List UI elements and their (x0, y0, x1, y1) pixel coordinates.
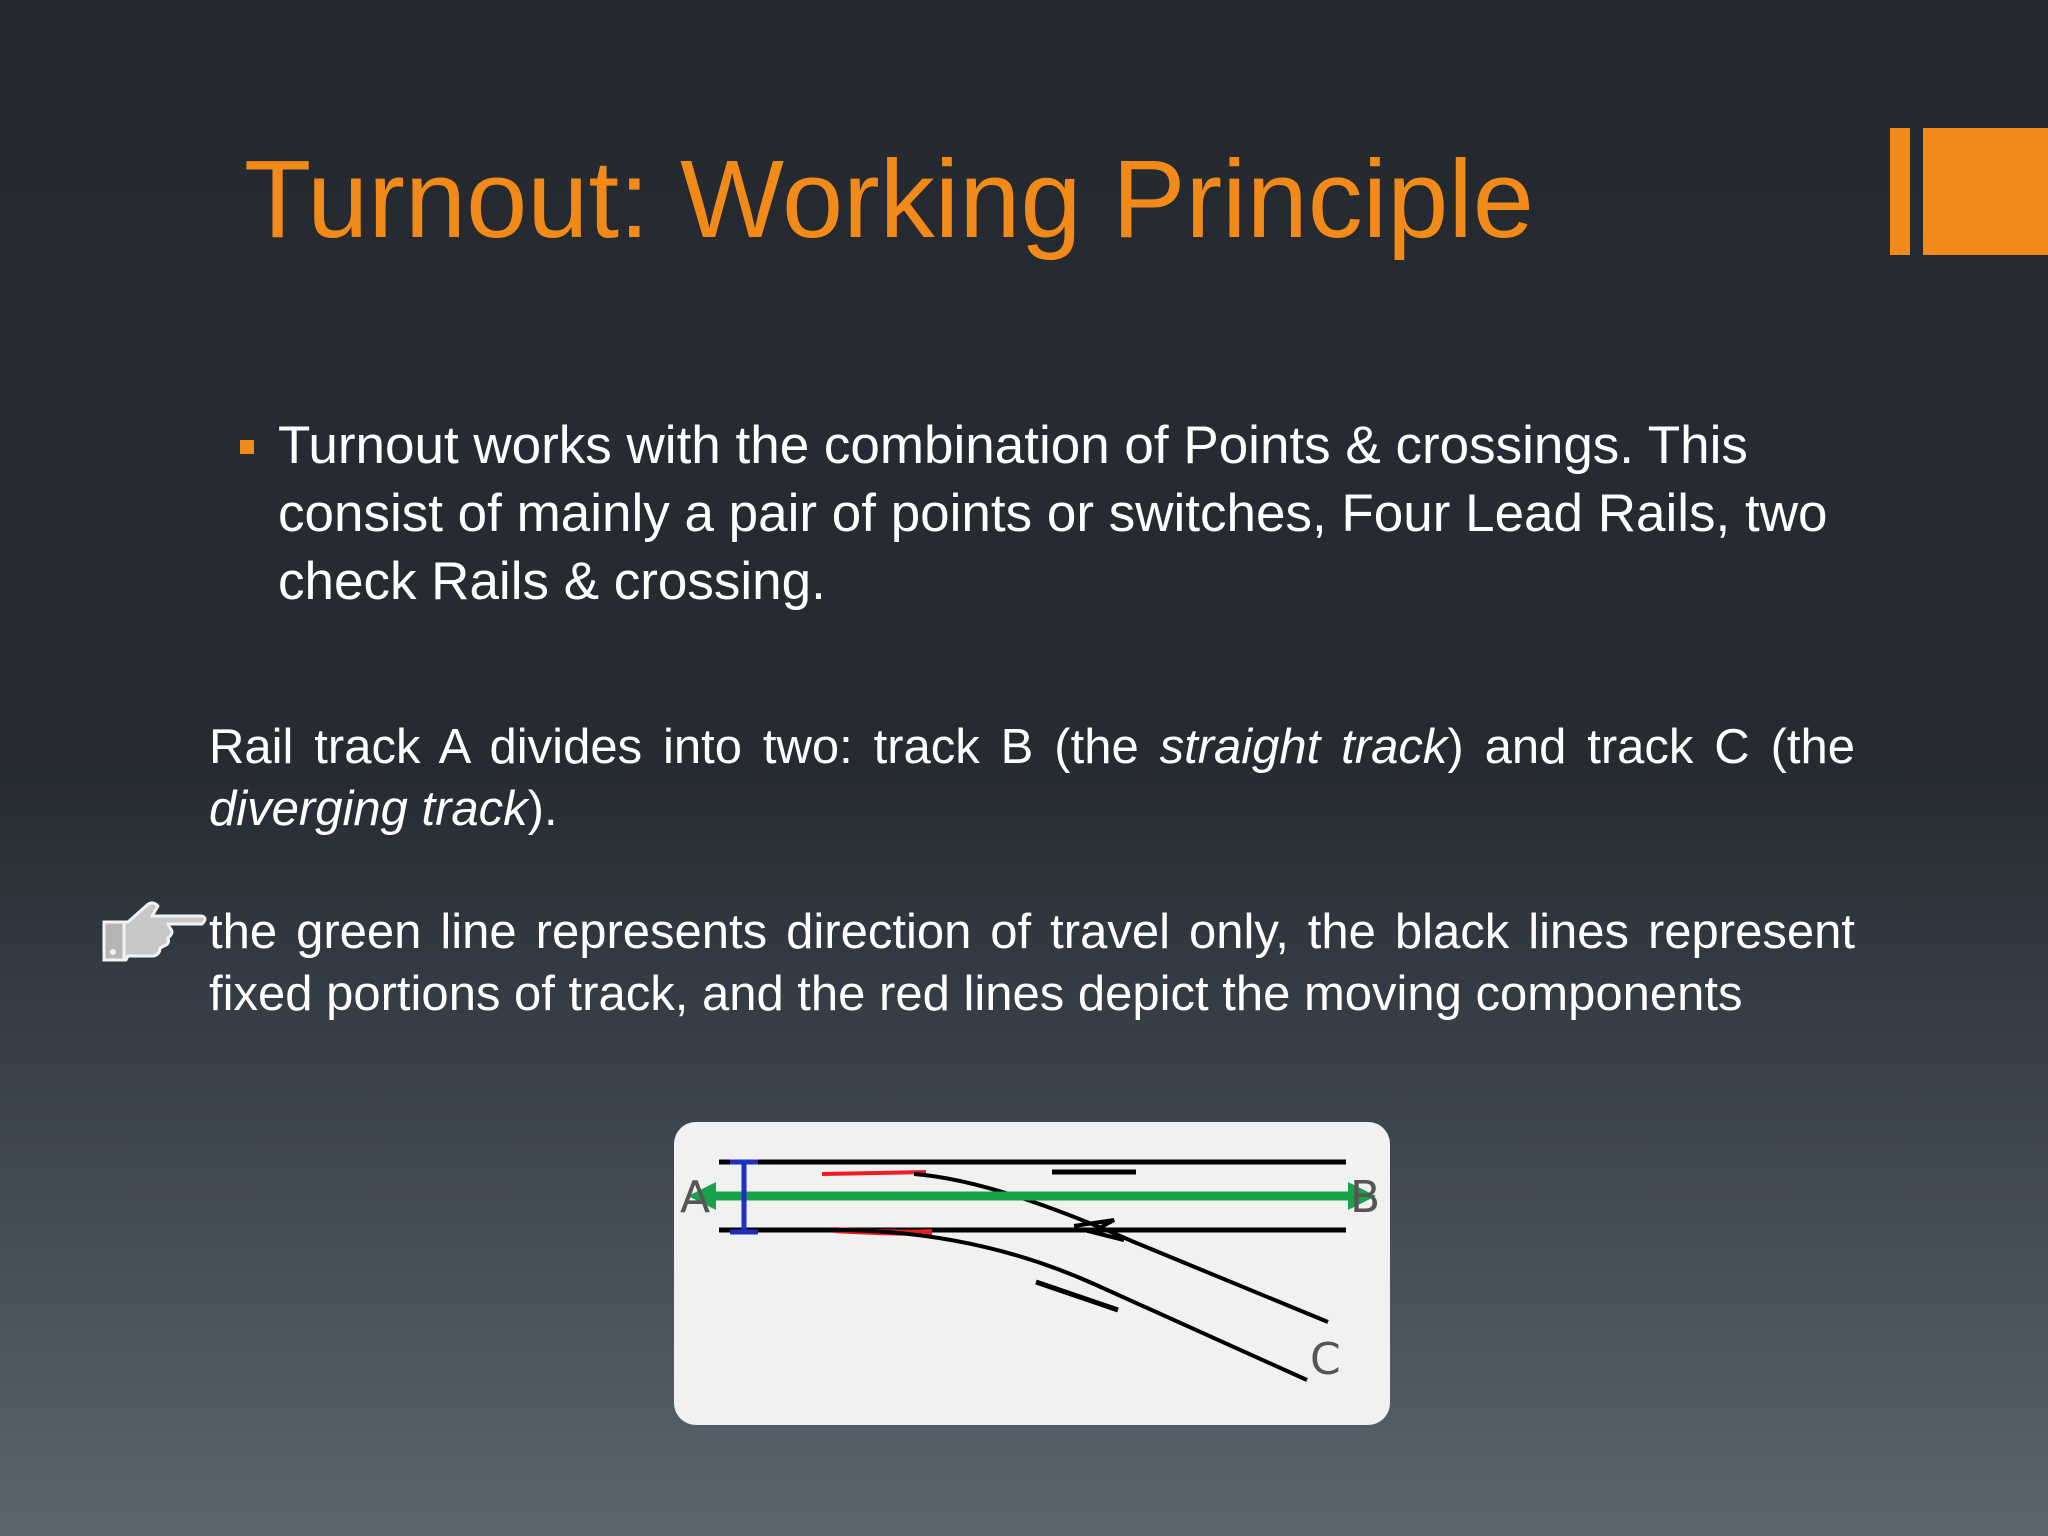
square-bullet-icon (240, 440, 254, 454)
turnout-diagram (674, 1122, 1390, 1425)
bullet-text: Turnout works with the combination of Points & crossings. This consist of mainly a pair of points or switches, Four Lead Rails, two check Rails & crossing. (278, 416, 1828, 611)
diverging-rail-outer (834, 1230, 1307, 1380)
switch-blade-top (822, 1172, 926, 1174)
paragraph-1-text-c: ). (527, 782, 558, 836)
label-a: A (680, 1172, 711, 1223)
slide-title: Turnout: Working Principle (244, 138, 1534, 261)
paragraph-1-text-b: ) and track C (the (1447, 720, 1856, 774)
check-rail-diverging (1036, 1282, 1118, 1310)
accent-bar-wide (1923, 128, 2048, 255)
diverging-track-term: diverging track (209, 782, 528, 836)
accent-bar-thin (1890, 128, 1910, 255)
straight-track-term: straight track (1159, 720, 1448, 774)
track-description-paragraph (209, 716, 1855, 840)
pointing-hand-icon (98, 898, 210, 964)
paragraph-1-text-a: Rail track A divides into two: track B (the (209, 720, 1160, 774)
label-c: C (1310, 1334, 1341, 1385)
legend-paragraph: the green line represents direction of travel only, the black lines represent fixed portions of track, and the red lines depict the moving components (209, 905, 1855, 1021)
label-b: B (1350, 1172, 1381, 1223)
